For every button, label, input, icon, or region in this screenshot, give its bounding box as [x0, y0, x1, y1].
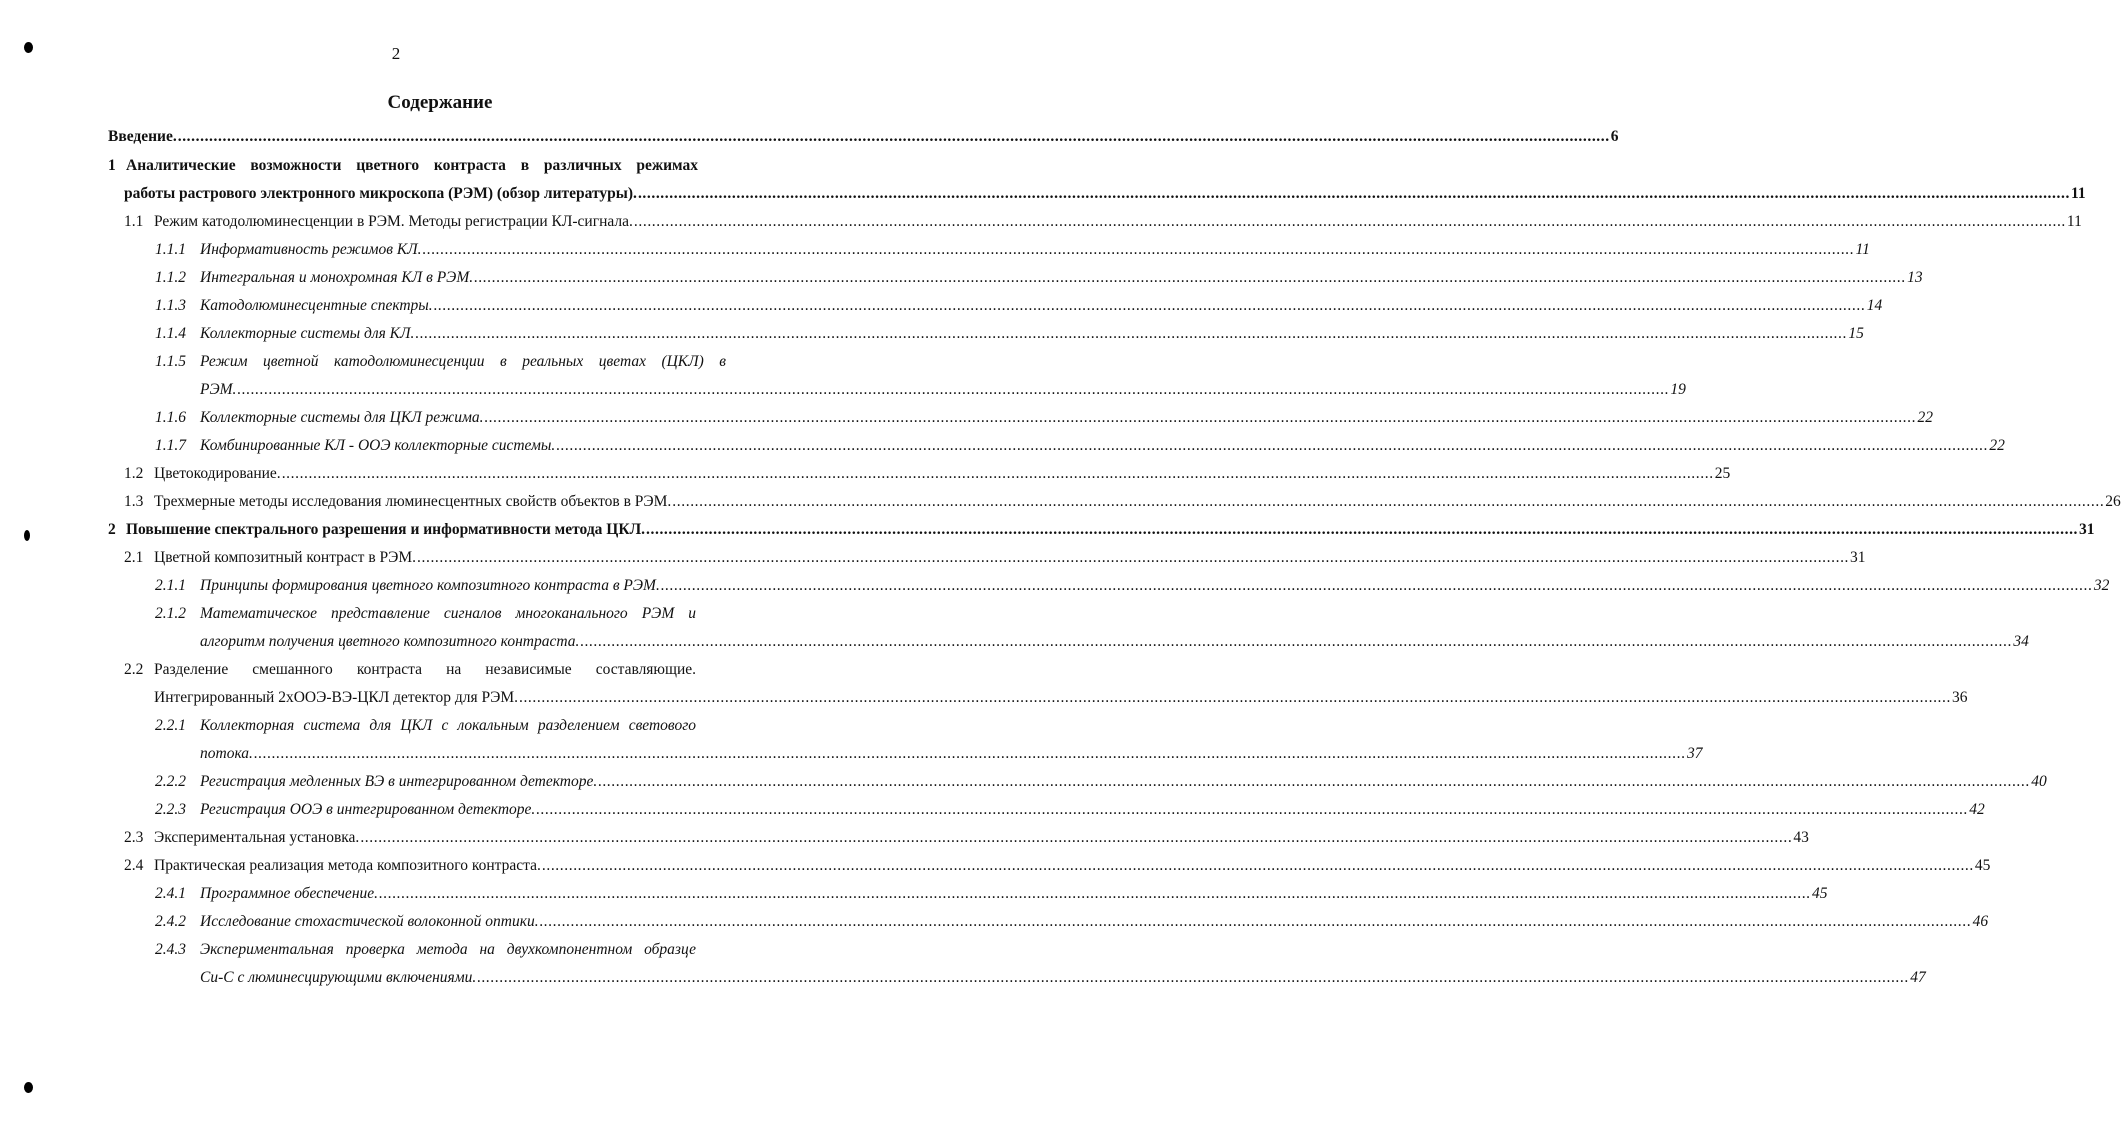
toc-entry-2-1-1: 2.1.1 Принципы формирования цветного композитного контраста в РЭМ. ..... 32 — [155, 571, 738, 595]
toc-entry-1-1-4: 1.1.4 Коллекторные системы для КЛ. ..... 15 — [155, 319, 738, 343]
toc-entry-2-1-2: 2.1.2 Математическое представление сигналов многоканального РЭМ и — [155, 605, 696, 622]
toc-entry-1-1-5: 1.1.5 Режим цветной катодолюминесценции в реальных цветах (ЦКЛ) в — [155, 353, 726, 370]
toc-entry-1-3: 1.3 Трехмерные методы исследования люминесцентных свойств объектов в РЭМ. ..... 26 — [124, 487, 738, 511]
punch-hole-bottom — [24, 1082, 33, 1093]
toc-entry-chapter-1: 1 Аналитические возможности цветного контраста в различных режимах — [108, 157, 698, 174]
toc-entry-2-2-2: 2.2.2 Регистрация медленных ВЭ в интегрированном детекторе. ..... 40 — [155, 767, 738, 791]
toc-entry-2-4-3: 2.4.3 Экспериментальная проверка метода на двухкомпонентном образце — [155, 941, 696, 958]
toc-entry-1-1-6: 1.1.6 Коллекторные системы для ЦКЛ режима. ..... 22 — [155, 403, 738, 427]
toc-entry-1-2: 1.2 Цветокодирование. ..... 25 — [124, 459, 738, 483]
toc-entry-intro: Введение. ..... 6 — [108, 122, 738, 146]
toc-entry-1-1-5-cont: РЭМ. ..... 19 — [200, 375, 738, 399]
toc-entry-1-1-7: 1.1.7 Комбинированные КЛ - ООЭ коллекторные системы. ..... 22 — [155, 431, 738, 455]
toc-entry-1-1-1: 1.1.1 Информативность режимов КЛ. ..... 11 — [155, 235, 738, 259]
toc-entry-2-3: 2.3 Экспериментальная установка. ..... 43 — [124, 823, 738, 847]
toc-entry-2-2: 2.2 Разделение смешанного контраста на независимые составляющие. — [124, 661, 696, 678]
toc-entry-chapter-1-cont: работы растрового электронного микроскопа (РЭМ) (обзор литературы). ..... 11 — [124, 179, 738, 203]
page-number: 2 — [391, 44, 401, 63]
page-title: Содержание — [387, 92, 493, 113]
toc-entry-2-4: 2.4 Практическая реализация метода композитного контраста. ..... 45 — [124, 851, 738, 875]
toc-entry-2-4-1: 2.4.1 Программное обеспечение. ..... 45 — [155, 879, 738, 903]
toc-entry-2-4-2: 2.4.2 Исследование стохастической волоконной оптики. ..... 46 — [155, 907, 738, 931]
toc-entry-1-1: 1.1 Режим катодолюминесценции в РЭМ. Методы регистрации КЛ-сигнала. ..... 11 — [124, 207, 738, 231]
punch-hole-middle — [24, 530, 30, 541]
toc-entry-1-1-2: 1.1.2 Интегральная и монохромная КЛ в РЭМ. ..... 13 — [155, 263, 738, 287]
toc-entry-2-1-2-cont: алгоритм получения цветного композитного контраста. ..... 34 — [200, 627, 738, 651]
toc-entry-2-1: 2.1 Цветной композитный контраст в РЭМ. ..... 31 — [124, 543, 738, 567]
toc-entry-2-4-3-cont: Cu-C с люминесцирующими включениями. ..... 47 — [200, 963, 738, 987]
toc-entry-chapter-2: 2 Повышение спектрального разрешения и информативности метода ЦКЛ. ..... 31 — [108, 515, 738, 539]
toc-entry-2-2-cont: Интегрированный 2хООЭ-ВЭ-ЦКЛ детектор для РЭМ. ..... 36 — [154, 683, 738, 707]
toc-entry-2-2-1: 2.2.1 Коллекторная система для ЦКЛ с локальным разделением светового — [155, 717, 696, 734]
toc-entry-1-1-3: 1.1.3 Катодолюминесцентные спектры. ..... 14 — [155, 291, 738, 315]
toc-entry-2-2-3: 2.2.3 Регистрация ООЭ в интегрированном детекторе. ..... 42 — [155, 795, 738, 819]
toc-entry-2-2-1-cont: потока. ..... 37 — [200, 739, 738, 763]
